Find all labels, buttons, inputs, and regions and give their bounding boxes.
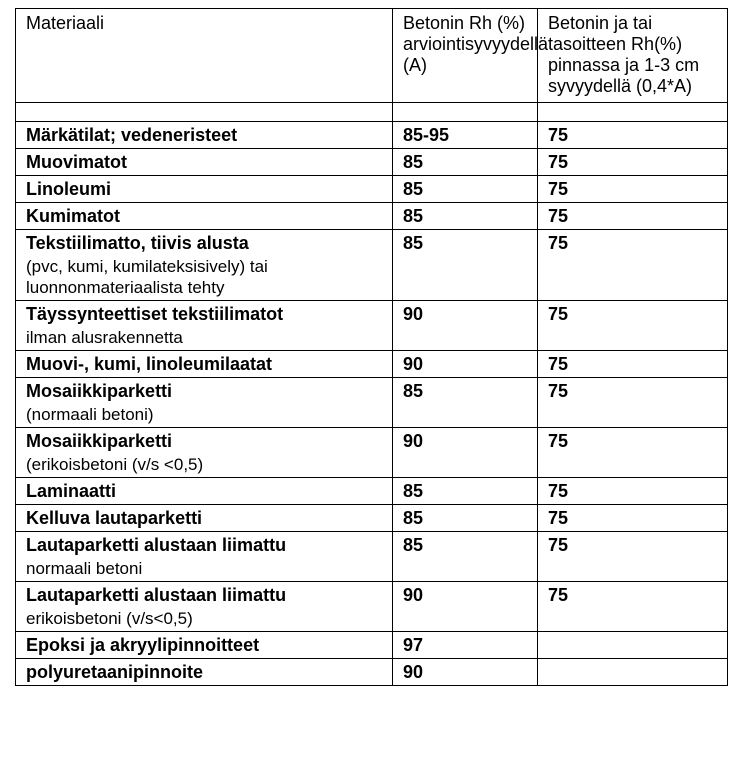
material-name: Muovimatot (26, 152, 127, 172)
rh-depth-value: 90 (393, 582, 538, 632)
table-row (16, 582, 728, 632)
rh-surface-value: 75 (538, 122, 728, 149)
table-row (16, 301, 728, 351)
rh-surface-value (538, 659, 728, 686)
empty-row (16, 103, 728, 122)
material-cell (16, 351, 393, 378)
material-cell (16, 632, 393, 659)
rh-depth-value: 85 (393, 505, 538, 532)
material-note: ilman alusrakennetta (26, 328, 183, 347)
header-concrete-rh: Betonin Rh (%) arviointisyvyydellä (A) (393, 9, 538, 103)
material-name: Kumimatot (26, 206, 120, 226)
material-note: (erikoisbetoni (v/s <0,5) (26, 455, 204, 474)
empty-cell (538, 103, 728, 122)
material-cell (16, 230, 393, 301)
material-cell (16, 176, 393, 203)
rh-depth-value: 90 (393, 351, 538, 378)
rh-depth-value: 85 (393, 378, 538, 428)
rh-depth-value: 90 (393, 301, 538, 351)
material-cell (16, 505, 393, 532)
rh-surface-value: 75 (538, 378, 728, 428)
material-note: normaali betoni (26, 559, 143, 578)
material-name: Tekstiilimatto, tiivis alusta (26, 233, 249, 253)
material-cell (16, 149, 393, 176)
table-row (16, 378, 728, 428)
table-row (16, 203, 728, 230)
material-cell (16, 532, 393, 582)
empty-cell (393, 103, 538, 122)
material-name: Mosaiikkiparketti (26, 431, 173, 451)
material-cell (16, 582, 393, 632)
material-note: (normaali betoni) (26, 405, 154, 424)
rh-depth-value: 85 (393, 230, 538, 301)
rh-surface-value: 75 (538, 203, 728, 230)
table-row (16, 632, 728, 659)
material-name: Muovi-, kumi, linoleumilaatat (26, 354, 273, 374)
rh-surface-value: 75 (538, 428, 728, 478)
empty-cell (16, 103, 393, 122)
material-name: Laminaatti (26, 481, 117, 501)
material-name: Linoleumi (26, 179, 111, 199)
rh-surface-value: 75 (538, 230, 728, 301)
table-row (16, 659, 728, 686)
material-name: Lautaparketti alustaan liimattu (26, 585, 287, 605)
table-row (16, 532, 728, 582)
rh-depth-value: 85 (393, 532, 538, 582)
header-material: Materiaali (16, 9, 393, 103)
rh-depth-value: 90 (393, 659, 538, 686)
rh-surface-value: 75 (538, 478, 728, 505)
table-row (16, 505, 728, 532)
rh-surface-value: 75 (538, 532, 728, 582)
rh-depth-value: 85 (393, 203, 538, 230)
table-row (16, 122, 728, 149)
rh-surface-value: 75 (538, 149, 728, 176)
header-surface-rh: Betonin ja tai tasoitteen Rh(%) pinnassa ja 1-3 cm syvyydellä (0,4*A) (538, 9, 728, 103)
material-cell (16, 301, 393, 351)
rh-depth-value: 85 (393, 149, 538, 176)
material-name: Märkätilat; vedeneristeet (26, 125, 238, 145)
table-row (16, 351, 728, 378)
table-row (16, 428, 728, 478)
material-name: polyuretaanipinnoite (26, 662, 204, 682)
rh-surface-value: 75 (538, 505, 728, 532)
rh-surface-value: 75 (538, 351, 728, 378)
material-name: Epoksi ja akryylipinnoitteet (26, 635, 260, 655)
material-cell (16, 378, 393, 428)
material-name: Mosaiikkiparketti (26, 381, 173, 401)
rh-depth-value: 85 (393, 176, 538, 203)
table-row (16, 478, 728, 505)
rh-depth-value: 85-95 (393, 122, 538, 149)
rh-depth-value: 90 (393, 428, 538, 478)
material-note: (pvc, kumi, kumilateksisively) tai luonnonmateriaalista tehty (26, 257, 268, 297)
table-row (16, 149, 728, 176)
rh-surface-value: 75 (538, 582, 728, 632)
material-note: erikoisbetoni (v/s<0,5) (26, 609, 193, 628)
material-cell (16, 659, 393, 686)
material-cell (16, 478, 393, 505)
material-cell (16, 122, 393, 149)
header-row (16, 9, 728, 103)
rh-surface-value: 75 (538, 301, 728, 351)
rh-surface-value (538, 632, 728, 659)
rh-depth-value: 85 (393, 478, 538, 505)
material-name: Kelluva lautaparketti (26, 508, 203, 528)
humidity-requirements-table (15, 8, 728, 686)
table-row (16, 230, 728, 301)
material-cell (16, 428, 393, 478)
rh-surface-value: 75 (538, 176, 728, 203)
table-row (16, 176, 728, 203)
rh-depth-value: 97 (393, 632, 538, 659)
material-cell (16, 203, 393, 230)
material-name: Lautaparketti alustaan liimattu (26, 535, 287, 555)
material-name: Täyssynteettiset tekstiilimatot (26, 304, 284, 324)
